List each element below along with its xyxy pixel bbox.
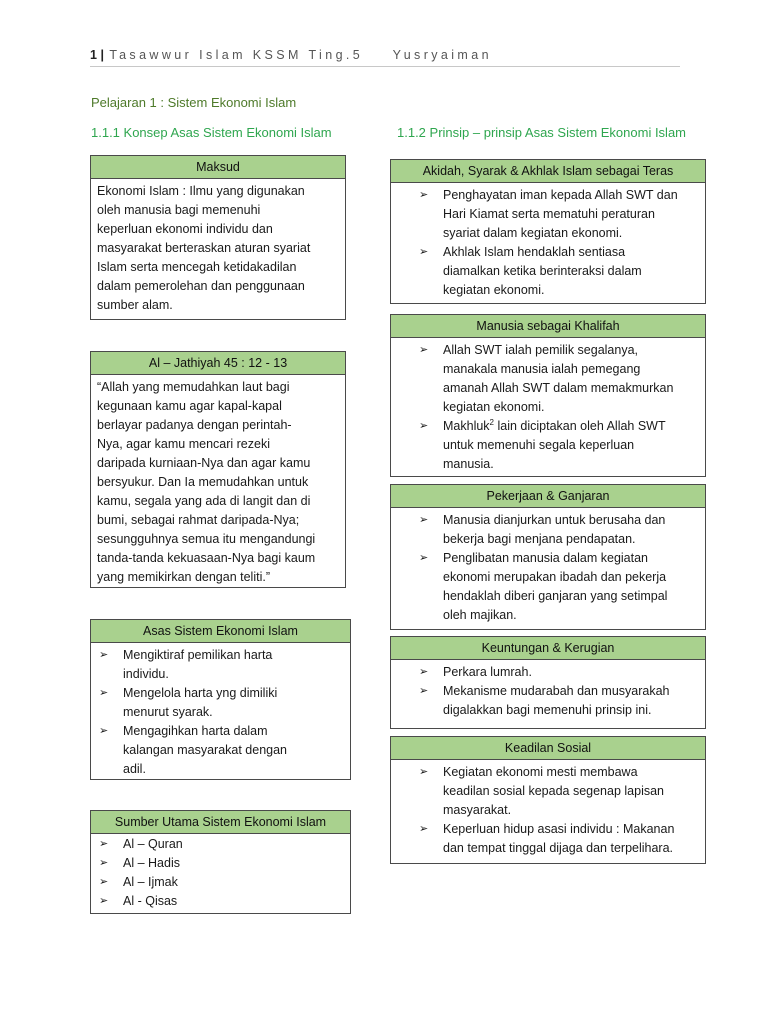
keadilan-body — [391, 760, 705, 864]
sumber-body — [91, 834, 350, 917]
list-item: ➢ Akhlak Islam hendaklah sentiasa diamalkan ketika berinteraksi dalam kegiatan ekonomi. — [419, 245, 642, 297]
list-item: ➢ Perkara lumrah. — [443, 663, 699, 682]
quote-line: Nya, agar kamu mencari rezeki — [97, 437, 270, 451]
arrow-bullet-icon: ➢ — [419, 685, 429, 697]
keadilan-title: Keadilan Sosial — [391, 737, 705, 760]
arrow-bullet-icon: ➢ — [419, 514, 429, 526]
arrow-bullet-icon: ➢ — [99, 895, 109, 907]
akidah-list — [415, 186, 699, 300]
maksud-line: Islam serta mencegah ketidakadilan — [97, 260, 297, 274]
arrow-bullet-icon: ➢ — [419, 666, 429, 678]
list-item: ➢ Manusia dianjurkan untuk berusaha dan bekerja bagi menjana pendapatan. — [419, 513, 666, 546]
right-section-heading: 1.1.2 Prinsip – prinsip Asas Sistem Ekonomi Islam — [397, 125, 687, 140]
khalifah-body — [391, 338, 705, 480]
header-author: Yusryaiman — [392, 48, 492, 62]
arrow-bullet-icon: ➢ — [99, 857, 109, 869]
list-item: ➢ Mekanisme mudarabah dan musyarakah digalakkan bagi memenuhi prinsip ini. — [419, 684, 670, 717]
akidah-box — [390, 159, 706, 304]
keuntungan-body — [391, 660, 705, 726]
header-title: Tasawwur Islam KSSM Ting.5 — [109, 48, 364, 62]
pekerjaan-list — [415, 511, 699, 625]
arrow-bullet-icon: ➢ — [419, 344, 429, 356]
list-item: ➢ Al – Hadis — [123, 854, 344, 873]
maksud-box — [90, 155, 346, 320]
khalifah-title: Manusia sebagai Khalifah — [391, 315, 705, 338]
quote-line: sesungguhnya semua itu mengandungi — [97, 532, 316, 546]
pekerjaan-title: Pekerjaan & Ganjaran — [391, 485, 705, 508]
asas-box — [90, 619, 351, 780]
maksud-title: Maksud — [91, 156, 345, 179]
sumber-title: Sumber Utama Sistem Ekonomi Islam — [91, 811, 350, 834]
maksud-body — [91, 179, 345, 321]
arrow-bullet-icon: ➢ — [419, 552, 429, 564]
arrow-bullet-icon: ➢ — [419, 420, 429, 432]
list-item: ➢ Penglibatan manusia dalam kegiatan ekonomi merupakan ibadah dan pekerja hendaklah diberi ganjaran yang setimpal oleh majikan. — [419, 551, 668, 622]
arrow-bullet-icon: ➢ — [419, 823, 429, 835]
jathiyah-body — [91, 375, 345, 593]
quote-line: “Allah yang memudahkan laut bagi — [97, 380, 290, 394]
page-number: 1 — [90, 48, 97, 62]
sumber-list — [95, 835, 344, 911]
list-item: ➢ Mengagihkan harta dalam kalangan masyarakat dengan adil. — [99, 724, 288, 776]
khalifah-list — [415, 341, 699, 474]
pekerjaan-box — [390, 484, 706, 630]
arrow-bullet-icon: ➢ — [99, 876, 109, 888]
keadilan-list — [415, 763, 699, 858]
arrow-bullet-icon: ➢ — [99, 725, 109, 737]
khalifah-box — [390, 314, 706, 477]
sumber-box — [90, 810, 351, 914]
jathiyah-box — [90, 351, 346, 588]
maksud-line: keperluan ekonomi individu dan — [97, 222, 273, 236]
quote-line: daripada kurniaan-Nya dan agar kamu — [97, 456, 311, 470]
list-item: ➢ Al - Qisas — [123, 892, 344, 911]
maksud-line: masyarakat berteraskan aturan syariat — [97, 241, 311, 255]
list-item: ➢ Mengiktiraf pemilikan harta individu. — [99, 648, 273, 681]
page-header — [90, 48, 680, 67]
arrow-bullet-icon: ➢ — [99, 838, 109, 850]
jathiyah-title: Al – Jathiyah 45 : 12 - 13 — [91, 352, 345, 375]
akidah-body — [391, 183, 705, 306]
arrow-bullet-icon: ➢ — [99, 687, 109, 699]
list-item: ➢ Makhluk$^2$ lain diciptakan oleh Allah SWT untuk memenuhi segala keperluan manusia. — [419, 417, 666, 471]
list-item: ➢ Penghayatan iman kepada Allah SWT dan Hari Kiamat serta mematuhi peraturan syariat dalam kegiatan ekonomi. — [419, 188, 678, 240]
arrow-bullet-icon: ➢ — [99, 649, 109, 661]
asas-title: Asas Sistem Ekonomi Islam — [91, 620, 350, 643]
asas-list — [95, 646, 344, 779]
quote-line: kamu, segala yang ada di langit dan di — [97, 494, 311, 508]
maksud-line: oleh manusia bagi memenuhi — [97, 203, 261, 217]
list-item: ➢ Al – Ijmak — [123, 873, 344, 892]
lesson-title: Pelajaran 1 : Sistem Ekonomi Islam — [91, 95, 297, 110]
quote-line: yang memikirkan dengan teliti.” — [97, 570, 270, 584]
left-section-heading: 1.1.1 Konsep Asas Sistem Ekonomi Islam — [91, 125, 332, 140]
keuntungan-box — [390, 636, 706, 729]
pekerjaan-body — [391, 508, 705, 631]
keuntungan-title: Keuntungan & Kerugian — [391, 637, 705, 660]
akidah-title: Akidah, Syarak & Akhlak Islam sebagai Teras — [391, 160, 705, 183]
list-item: ➢ Kegiatan ekonomi mesti membawa keadilan sosial kepada segenap lapisan masyarakat. — [419, 765, 664, 817]
quote-line: berlayar padanya dengan perintah- — [97, 418, 292, 432]
arrow-bullet-icon: ➢ — [419, 189, 429, 201]
arrow-bullet-icon: ➢ — [419, 246, 429, 258]
maksud-line: dalam pemerolehan dan penggunaan — [97, 279, 305, 293]
maksud-line: sumber alam. — [97, 298, 173, 312]
quote-line: tanda-tanda kekuasaan-Nya bagi kaum — [97, 551, 316, 565]
quote-line: bersyukur. Dan Ia memudahkan untuk — [97, 475, 309, 489]
header-separator: | — [100, 48, 104, 62]
list-item: ➢ Keperluan hidup asasi individu : Makanan dan tempat tinggal dijaga dan terpelihara. — [419, 822, 675, 855]
arrow-bullet-icon: ➢ — [419, 766, 429, 778]
quote-line: bumi, sebagai rahmat daripada-Nya; — [97, 513, 300, 527]
list-item: ➢ Mengelola harta yng dimiliki menurut syarak. — [99, 686, 278, 719]
asas-body — [91, 643, 350, 785]
maksud-line: Ekonomi Islam : Ilmu yang digunakan — [97, 184, 305, 198]
list-item: ➢ Al – Quran — [123, 835, 344, 854]
list-item: ➢ Allah SWT ialah pemilik segalanya, manakala manusia ialah pemegang amanah Allah SWT dalam memakmurkan kegiatan ekonomi. — [419, 343, 674, 414]
keadilan-box — [390, 736, 706, 864]
quote-line: kegunaan kamu agar kapal-kapal — [97, 399, 282, 413]
keuntungan-list — [415, 663, 699, 720]
